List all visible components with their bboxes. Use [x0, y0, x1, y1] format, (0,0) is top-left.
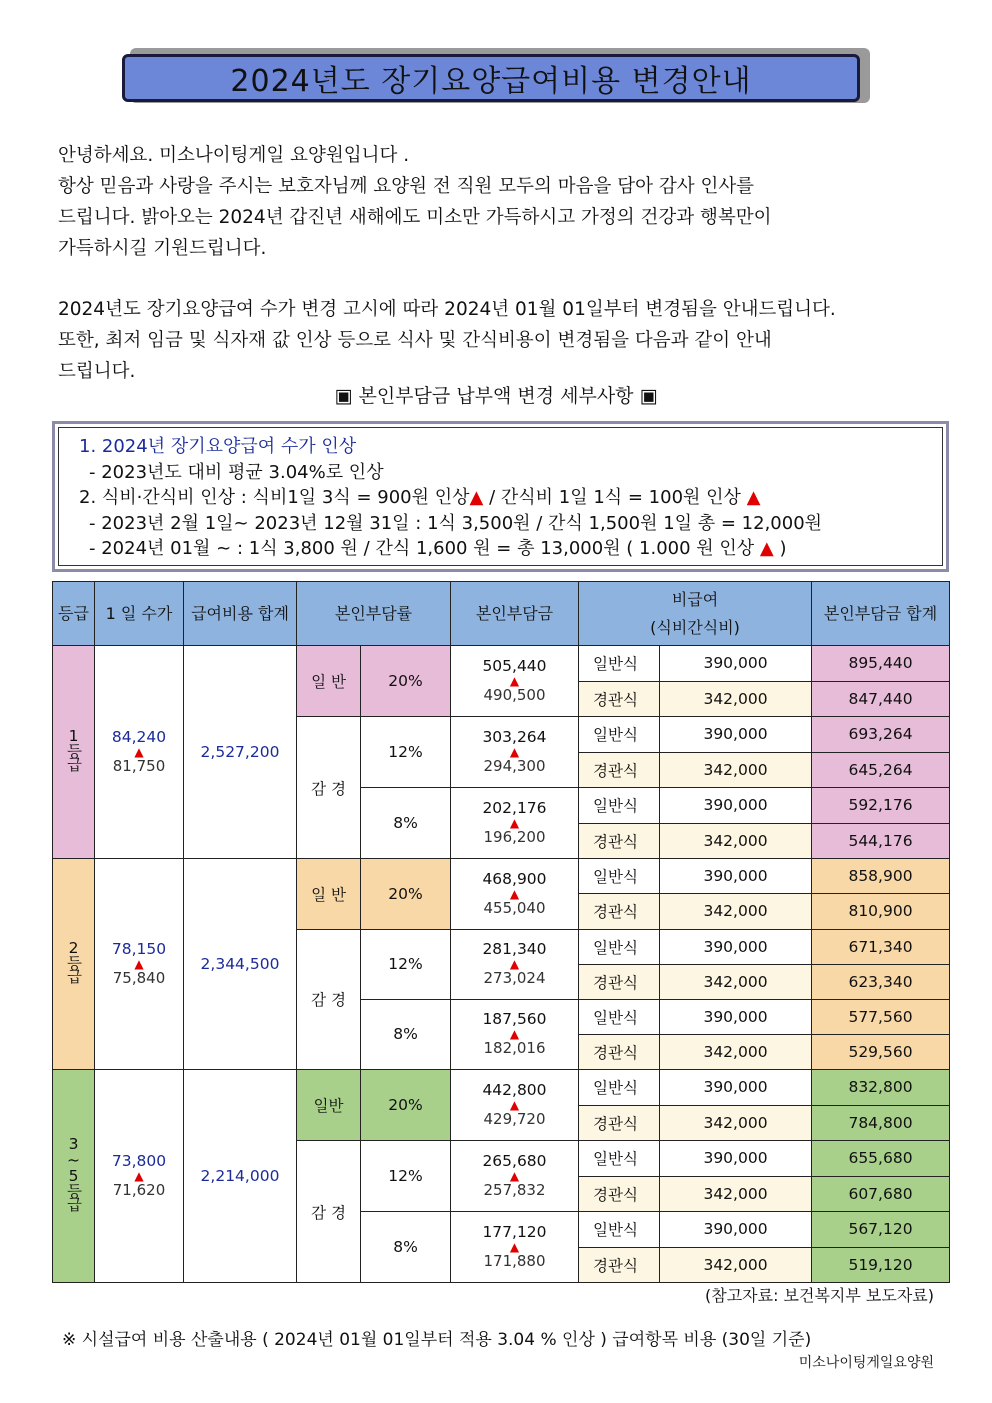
meal-type-tube: 경관식 [579, 894, 660, 929]
up-triangle-icon: ▲ [134, 1169, 144, 1184]
notice-line-5: - 2024년 01월 ~ : 1식 3,800 원 / 간식 1,600 원 = 총 13,000원 ( 1.000 원 인상 ▲ ) [89, 538, 787, 559]
meal-cost: 342,000 [660, 1247, 812, 1283]
footnote: ※ 시설급여 비용 산출내용 ( 2024년 01월 01일부터 적용 3.04 % 인상 ) 급여항목 비용 (30일 기준) [62, 1330, 812, 1350]
cost-table [52, 581, 950, 1283]
meal-cost: 342,000 [660, 752, 812, 788]
grade-label: 2등급 [53, 859, 95, 1070]
rate-value: 8% [361, 788, 451, 859]
up-triangle-icon: ▲ [469, 487, 484, 508]
copay-total: 577,560 [812, 999, 950, 1034]
copay-total: 858,900 [812, 859, 950, 894]
copay-total: 810,900 [812, 894, 950, 929]
total-benefit: 2,344,500 [184, 859, 297, 1070]
copay-total: 693,264 [812, 717, 950, 753]
meal-cost: 342,000 [660, 1105, 812, 1141]
meal-type-general: 일반식 [579, 788, 660, 824]
header-rate: 본인부담률 [297, 582, 451, 646]
meal-type-general: 일반식 [579, 1141, 660, 1177]
up-triangle-icon: ▲ [509, 1240, 520, 1255]
up-triangle-icon: ▲ [509, 957, 520, 972]
header-nonbenefit: 비급여 (식비간식비) [579, 582, 812, 646]
header-daily: 1 일 수가 [95, 582, 184, 646]
meal-cost: 342,000 [660, 964, 812, 999]
meal-type-tube: 경관식 [579, 1247, 660, 1283]
rate-value: 8% [361, 999, 451, 1070]
copay-total: 645,264 [812, 752, 950, 788]
rate-value: 20% [361, 646, 451, 717]
daily-fee: 73,800 ▲ 71,620 [95, 1070, 184, 1283]
rate-type-general: 일 반 [297, 646, 361, 717]
copay-total: 895,440 [812, 646, 950, 682]
meal-cost: 390,000 [660, 1141, 812, 1177]
table-row [53, 646, 950, 682]
meal-type-general: 일반식 [579, 717, 660, 753]
intro-line: 또한, 최저 임금 및 식자재 값 인상 등으로 식사 및 간식비용이 변경됨을 다음과 같이 안내 [58, 330, 772, 351]
copay-total: 671,340 [812, 929, 950, 964]
intro-line: 드립니다. 밝아오는 2024년 갑진년 새해에도 미소만 가득하시고 가정의 건강과 행복만이 [58, 207, 772, 228]
meal-type-general: 일반식 [579, 1212, 660, 1248]
copay-amount: 265,680 ▲ 257,832 [451, 1141, 579, 1212]
header-grade: 등급 [53, 582, 95, 646]
meal-cost: 390,000 [660, 929, 812, 964]
meal-cost: 390,000 [660, 717, 812, 753]
total-benefit: 2,527,200 [184, 646, 297, 859]
copay-total: 592,176 [812, 788, 950, 824]
meal-type-general: 일반식 [579, 1070, 660, 1106]
up-triangle-icon: ▲ [509, 1027, 520, 1042]
rate-type-reduced: 감 경 [297, 929, 361, 1070]
intro-line: 2024년도 장기요양급여 수가 변경 고시에 따라 2024년 01월 01일부터 변경됨을 안내드립니다. [58, 299, 836, 320]
up-triangle-icon: ▲ [509, 1098, 520, 1113]
up-triangle-icon: ▲ [509, 674, 520, 688]
organization-name: 미소나이팅게일요양원 [798, 1355, 934, 1371]
rate-value: 12% [361, 717, 451, 788]
meal-cost: 390,000 [660, 1212, 812, 1248]
rate-value: 8% [361, 1212, 451, 1283]
meal-type-tube: 경관식 [579, 1034, 660, 1069]
total-benefit: 2,214,000 [184, 1070, 297, 1283]
copay-amount: 202,176 ▲ 196,200 [451, 788, 579, 859]
up-triangle-icon: ▲ [509, 816, 520, 830]
section-heading: ▣ 본인부담금 납부액 변경 세부사항 ▣ [334, 385, 658, 407]
meal-type-tube: 경관식 [579, 1105, 660, 1141]
table-row [53, 859, 950, 894]
page-title: 2024년도 장기요양급여비용 변경안내 [230, 64, 752, 99]
copay-total: 529,560 [812, 1034, 950, 1069]
notice-line-2: - 2023년도 대비 평균 3.04%로 인상 [89, 461, 384, 483]
rate-type-reduced: 감 경 [297, 717, 361, 859]
notice-line-4: - 2023년 2월 1일~ 2023년 12월 31일 : 1식 3,500원 / 간식 1,500원 1일 총 = 12,000원 [89, 512, 823, 534]
meal-type-tube: 경관식 [579, 964, 660, 999]
meal-type-tube: 경관식 [579, 752, 660, 788]
meal-cost: 390,000 [660, 859, 812, 894]
copay-total: 623,340 [812, 964, 950, 999]
header-copay: 본인부담금 [451, 582, 579, 646]
copay-amount: 187,560 ▲ 182,016 [451, 999, 579, 1070]
up-triangle-icon: ▲ [509, 886, 520, 901]
meal-type-general: 일반식 [579, 859, 660, 894]
copay-amount: 177,120 ▲ 171,880 [451, 1212, 579, 1283]
copay-amount: 442,800 ▲ 429,720 [451, 1070, 579, 1141]
title-banner [122, 54, 860, 102]
copay-amount: 505,440 ▲ 490,500 [451, 646, 579, 717]
copay-total: 847,440 [812, 681, 950, 717]
reference-note: (참고자료: 보건복지부 보도자료) [705, 1286, 934, 1305]
copay-amount: 281,340 ▲ 273,024 [451, 929, 579, 999]
rate-type-reduced: 감 경 [297, 1141, 361, 1283]
meal-type-tube: 경관식 [579, 1176, 660, 1212]
meal-type-general: 일반식 [579, 999, 660, 1034]
rate-type-general: 일 반 [297, 859, 361, 930]
copay-total: 784,800 [812, 1105, 950, 1141]
intro-line: 드립니다. [58, 361, 136, 382]
up-triangle-icon: ▲ [134, 745, 144, 759]
up-triangle-icon: ▲ [759, 538, 774, 559]
rate-value: 20% [361, 859, 451, 930]
up-triangle-icon: ▲ [509, 745, 520, 759]
notice-box [52, 421, 949, 572]
meal-cost: 342,000 [660, 1176, 812, 1212]
copay-total: 519,120 [812, 1247, 950, 1283]
intro-text [58, 140, 958, 387]
meal-type-general: 일반식 [579, 929, 660, 964]
meal-cost: 342,000 [660, 1034, 812, 1069]
copay-amount: 303,264 ▲ 294,300 [451, 717, 579, 788]
meal-cost: 390,000 [660, 788, 812, 824]
meal-cost: 390,000 [660, 999, 812, 1034]
daily-fee: 78,150 ▲ 75,840 [95, 859, 184, 1070]
up-triangle-icon: ▲ [134, 957, 144, 972]
meal-type-general: 일반식 [579, 646, 660, 682]
meal-type-tube: 경관식 [579, 681, 660, 717]
notice-line-3: 2. 식비·간식비 인상 : 식비1일 3식 = 900원 인상▲ / 간식비 1일 1식 = 100원 인상 ▲ [79, 487, 761, 508]
rate-value: 12% [361, 1141, 451, 1212]
rate-type-general: 일반 [297, 1070, 361, 1141]
rate-value: 20% [361, 1070, 451, 1141]
copay-total: 655,680 [812, 1141, 950, 1177]
copay-amount: 468,900 ▲ 455,040 [451, 859, 579, 930]
copay-total: 544,176 [812, 823, 950, 859]
meal-cost: 390,000 [660, 1070, 812, 1106]
intro-line: 안녕하세요. 미소나이팅게일 요양원입니다 . [58, 145, 410, 166]
grade-label: 1등급 [53, 646, 95, 859]
daily-fee: 84,240 ▲ 81,750 [95, 646, 184, 859]
table-row [53, 1070, 950, 1106]
meal-type-tube: 경관식 [579, 823, 660, 859]
intro-line: 항상 믿음과 사랑을 주시는 보호자님께 요양원 전 직원 모두의 마음을 담아 감사 인사를 [58, 176, 755, 197]
copay-total: 567,120 [812, 1212, 950, 1248]
grade-label: 3~5등급 [53, 1070, 95, 1283]
notice-line-1: 1. 2024년 장기요양급여 수가 인상 [79, 436, 357, 457]
rate-value: 12% [361, 929, 451, 999]
table-body [53, 646, 950, 1283]
copay-total: 607,680 [812, 1176, 950, 1212]
header-total-benefit: 급여비용 합계 [184, 582, 297, 646]
meal-cost: 342,000 [660, 681, 812, 717]
up-triangle-icon: ▲ [746, 487, 761, 508]
up-triangle-icon: ▲ [509, 1169, 520, 1184]
copay-total: 832,800 [812, 1070, 950, 1106]
header-copay-total: 본인부담금 합계 [812, 582, 950, 646]
intro-line: 가득하시길 기원드립니다. [58, 238, 267, 259]
meal-cost: 342,000 [660, 894, 812, 929]
meal-cost: 390,000 [660, 646, 812, 682]
meal-cost: 342,000 [660, 823, 812, 859]
